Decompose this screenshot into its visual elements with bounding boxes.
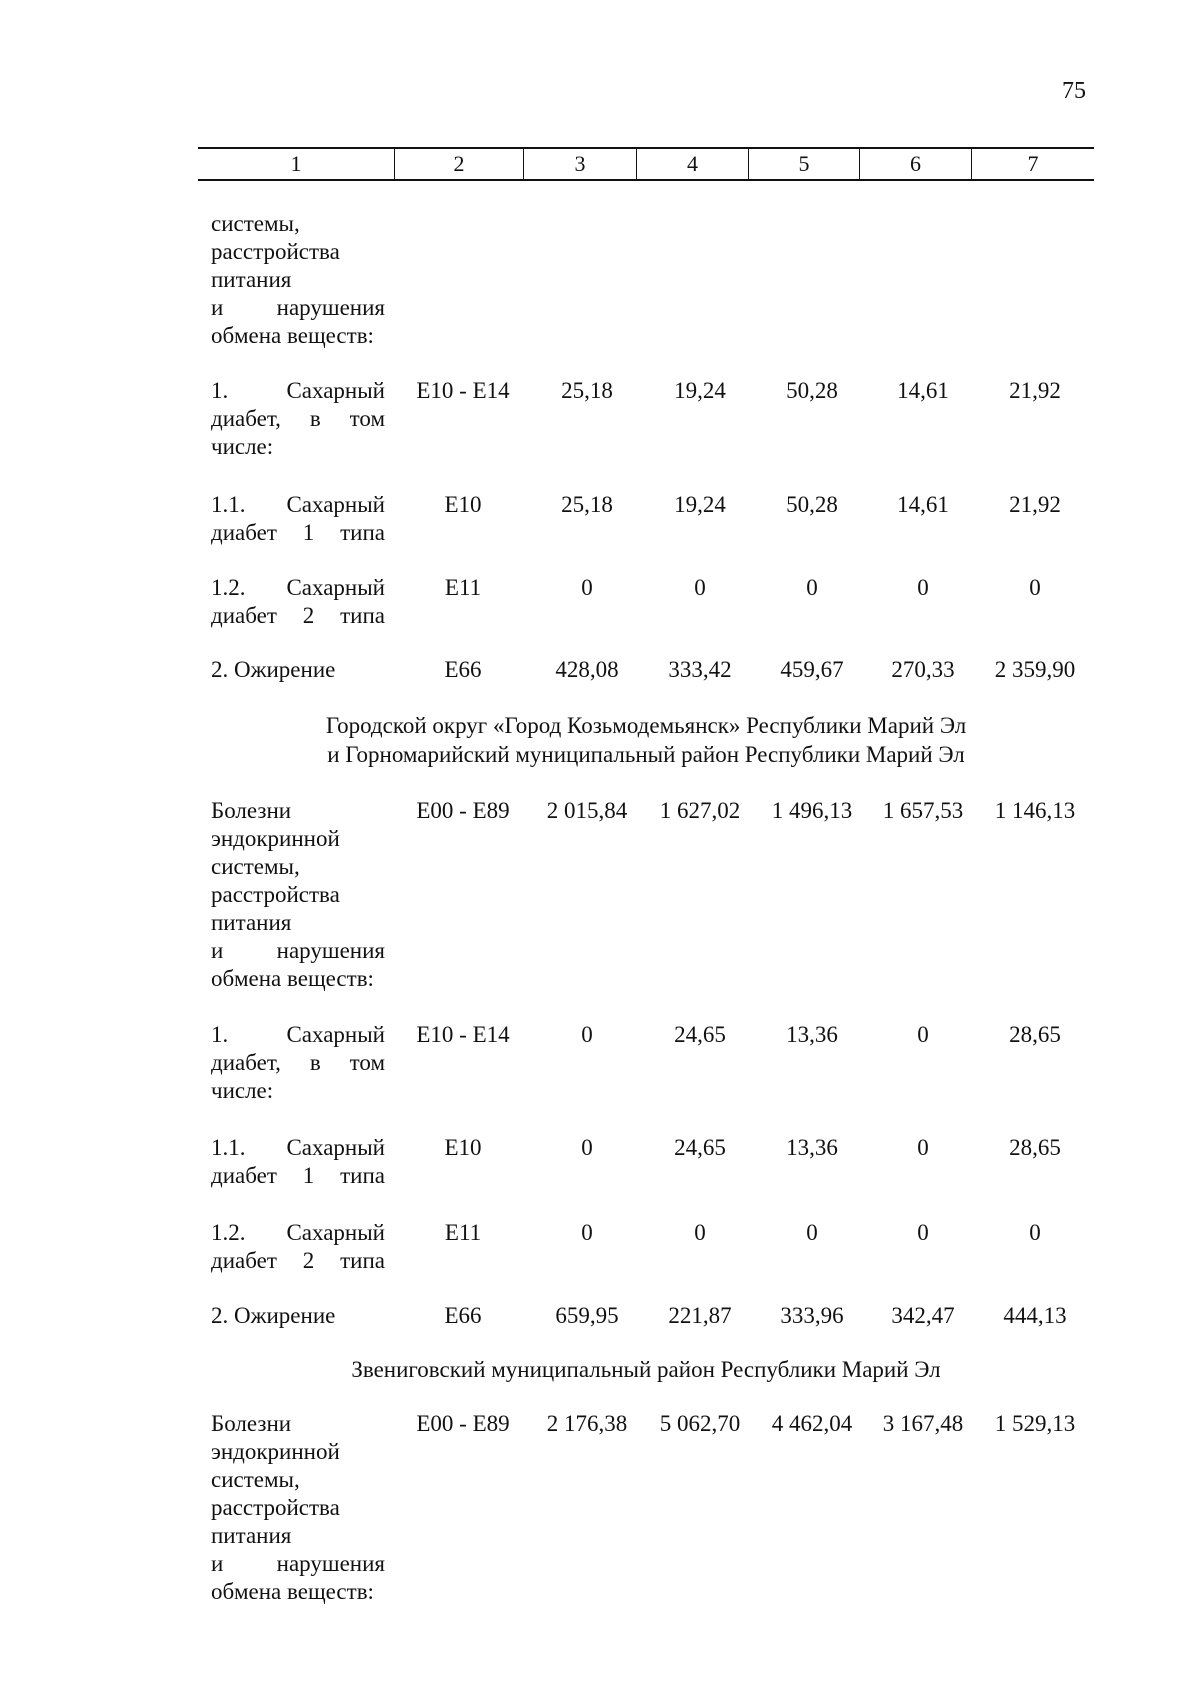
value-col-6: 270,33 xyxy=(891,657,955,682)
value-col-7: 21,92 xyxy=(1009,492,1061,517)
value-col-6: 14,61 xyxy=(897,492,949,517)
value-col-7: 21,92 xyxy=(1009,378,1061,403)
value-col-3: 659,95 xyxy=(555,1303,619,1328)
value-col-4: 19,24 xyxy=(674,378,726,403)
column-header-4: 4 xyxy=(636,149,748,179)
value-col-3: 25,18 xyxy=(561,378,613,403)
section-heading: Звениговский муниципальный район Республики Марий Эл xyxy=(351,1357,941,1382)
icd-code: E10 - E14 xyxy=(416,1022,510,1047)
icd-code: E00 - E89 xyxy=(416,1411,510,1436)
value-col-3: 0 xyxy=(581,1220,593,1245)
icd-code: E11 xyxy=(444,1220,482,1245)
value-col-4: 1 627,02 xyxy=(659,798,741,823)
value-col-7: 1 529,13 xyxy=(994,1411,1076,1436)
disease-name: 1.1. Сахарный диабет 1 типа xyxy=(211,1135,385,1188)
disease-name: системы, расстройства питания и нарушения обмена веществ: xyxy=(211,211,385,348)
value-col-5: 0 xyxy=(806,575,818,600)
disease-name: 1.2. Сахарный диабет 2 типа xyxy=(211,1220,385,1273)
value-col-4: 5 062,70 xyxy=(659,1411,741,1436)
icd-code: E10 - E14 xyxy=(416,378,510,403)
value-col-3: 0 xyxy=(581,1135,593,1160)
column-header-1: 1 xyxy=(290,151,302,176)
value-col-6: 0 xyxy=(917,1220,929,1245)
column-header-5: 5 xyxy=(748,149,859,179)
icd-code: E66 xyxy=(444,1303,482,1328)
value-col-3: 2 176,38 xyxy=(546,1411,628,1436)
value-col-3: 0 xyxy=(581,1022,593,1047)
value-col-6: 1 657,53 xyxy=(882,798,964,823)
value-col-6: 0 xyxy=(917,1135,929,1160)
value-col-4: 24,65 xyxy=(674,1135,726,1160)
value-col-4: 221,87 xyxy=(668,1303,732,1328)
value-col-7: 28,65 xyxy=(1009,1022,1061,1047)
icd-code: E10 xyxy=(444,1135,482,1160)
disease-name: 2. Ожирение xyxy=(211,1303,336,1328)
value-col-6: 0 xyxy=(917,1022,929,1047)
value-col-4: 0 xyxy=(694,1220,706,1245)
value-col-5: 333,96 xyxy=(780,1303,844,1328)
value-col-3: 428,08 xyxy=(555,657,619,682)
value-col-4: 333,42 xyxy=(668,657,732,682)
value-col-3: 0 xyxy=(581,575,593,600)
value-col-3: 2 015,84 xyxy=(546,798,628,823)
disease-name: 2. Ожирение xyxy=(211,657,336,682)
icd-code: E00 - E89 xyxy=(416,798,510,823)
disease-name: 1.1. Сахарный диабет 1 типа xyxy=(211,492,385,545)
disease-name: Болезни эндокринной системы, расстройства питания и нарушения обмена веществ: xyxy=(211,1411,385,1604)
table-header xyxy=(198,147,1094,181)
icd-code: E11 xyxy=(444,575,482,600)
column-header-3: 3 xyxy=(523,149,636,179)
value-col-4: 24,65 xyxy=(674,1022,726,1047)
value-col-6: 0 xyxy=(917,575,929,600)
value-col-7: 1 146,13 xyxy=(994,798,1076,823)
disease-name: 1. Сахарный диабет, в том числе: xyxy=(211,378,385,459)
value-col-5: 50,28 xyxy=(786,492,838,517)
value-col-7: 444,13 xyxy=(1003,1303,1067,1328)
value-col-5: 50,28 xyxy=(786,378,838,403)
value-col-3: 25,18 xyxy=(561,492,613,517)
page-number: 75 xyxy=(1062,78,1086,104)
value-col-5: 13,36 xyxy=(786,1135,838,1160)
column-header-6: 6 xyxy=(859,149,971,179)
value-col-7: 0 xyxy=(1029,575,1041,600)
value-col-4: 19,24 xyxy=(674,492,726,517)
column-header-2: 2 xyxy=(394,149,523,179)
disease-name: 1. Сахарный диабет, в том числе: xyxy=(211,1022,385,1103)
disease-name: Болезни эндокринной системы, расстройства питания и нарушения обмена веществ: xyxy=(211,798,385,991)
section-heading: Городской округ «Город Козьмодемьянск» Республики Марий Эл и Горномарийский муниципальный район Республики Марий Эл xyxy=(325,713,967,767)
value-col-5: 13,36 xyxy=(786,1022,838,1047)
column-header-7: 7 xyxy=(971,149,1094,179)
value-col-7: 28,65 xyxy=(1009,1135,1061,1160)
value-col-6: 14,61 xyxy=(897,378,949,403)
disease-name: 1.2. Сахарный диабет 2 типа xyxy=(211,575,385,628)
value-col-5: 1 496,13 xyxy=(771,798,853,823)
value-col-7: 2 359,90 xyxy=(994,657,1076,682)
value-col-5: 4 462,04 xyxy=(771,1411,853,1436)
value-col-4: 0 xyxy=(694,575,706,600)
icd-code: E66 xyxy=(444,657,482,682)
value-col-6: 342,47 xyxy=(891,1303,955,1328)
value-col-6: 3 167,48 xyxy=(882,1411,964,1436)
value-col-5: 0 xyxy=(806,1220,818,1245)
icd-code: E10 xyxy=(444,492,482,517)
value-col-5: 459,67 xyxy=(780,657,844,682)
value-col-7: 0 xyxy=(1029,1220,1041,1245)
